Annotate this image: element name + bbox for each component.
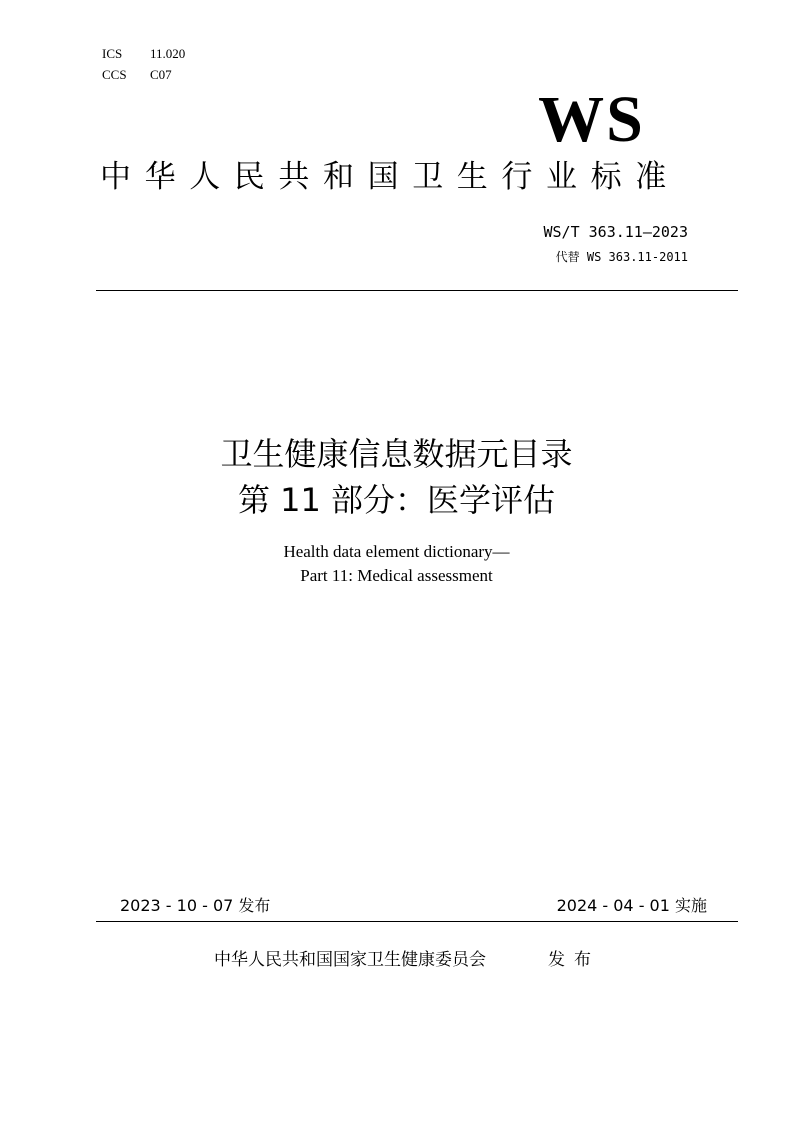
- ics-label: ICS: [102, 46, 123, 61]
- issue-action: 发布: [548, 950, 600, 970]
- category-title: 中华人民共和国卫生行业标准: [100, 159, 680, 195]
- replaced-standard: 代替 WS 363.11-2011: [555, 250, 688, 264]
- ics-value: 11.020: [150, 46, 186, 61]
- ccs-value: C07: [150, 67, 172, 82]
- implementation-date: 2024 - 04 - 01 实施: [556, 896, 707, 915]
- title-chinese-line1: 卫生健康信息数据元目录: [220, 435, 573, 473]
- title-english-line2: Part 11: Medical assessment: [300, 566, 493, 585]
- bottom-divider: [96, 921, 738, 922]
- top-divider: [96, 290, 738, 291]
- ws-logo: WS: [538, 83, 645, 156]
- title-chinese-line2: 第 11 部分：医学评估: [237, 481, 556, 519]
- ccs-label: CCS: [102, 67, 127, 82]
- standard-number: WS/T 363.11—2023: [543, 223, 688, 241]
- issue-date: 2023 - 10 - 07 发布: [120, 896, 271, 915]
- issuing-authority: 中华人民共和国国家卫生健康委员会: [214, 950, 486, 970]
- title-english-line1: Health data element dictionary—: [283, 542, 510, 561]
- ics-row: [102, 46, 185, 62]
- ccs-row: [102, 67, 172, 83]
